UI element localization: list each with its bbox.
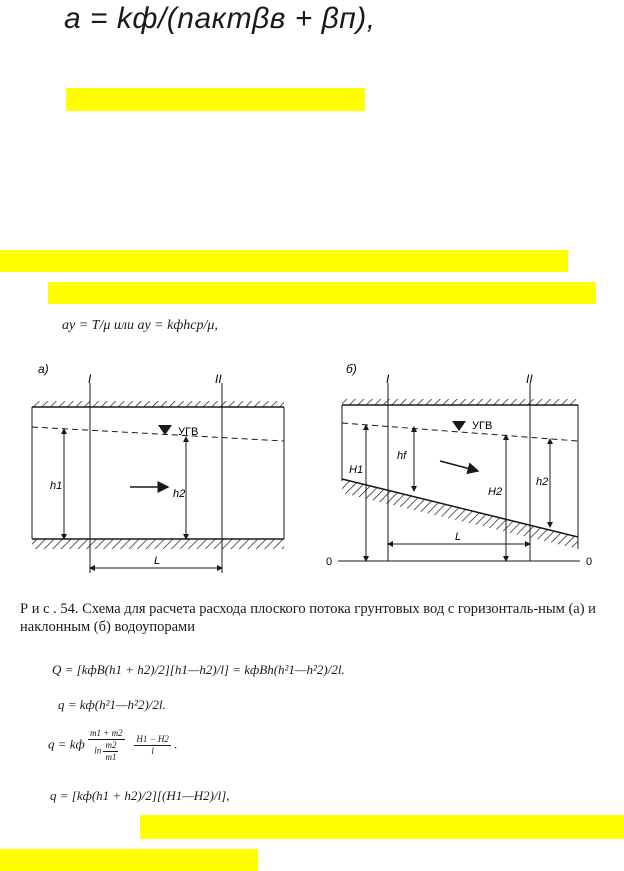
panel-a: [32, 362, 284, 573]
svg-text:0: 0: [586, 556, 593, 568]
svg-text:УГВ: УГВ: [178, 426, 199, 438]
svg-text:H1: H1: [349, 464, 364, 476]
equation-log-flow: q = kф m1 + m2 ln $\frac{m2}{m1}$ $\frac{H1 - H2}{l}$ .: [48, 728, 178, 762]
panel-a-aquiclude: [32, 539, 284, 549]
svg-text:II: II: [215, 372, 222, 386]
svg-text:H2: H2: [488, 486, 503, 498]
panel-b-label: б): [346, 362, 357, 376]
svg-text:h2: h2: [536, 476, 549, 488]
panel-b-flow-arrow: [440, 461, 478, 471]
formula-level-conductivity: aу = T/μ или aу = kфhср/μ,: [62, 318, 218, 333]
svg-text:h2: h2: [173, 488, 186, 500]
svg-text:h1: h1: [50, 480, 63, 492]
svg-text:II: II: [526, 372, 533, 386]
svg-text:УГВ: УГВ: [472, 420, 493, 432]
svg-text:I: I: [386, 372, 390, 386]
svg-text:I: I: [88, 372, 92, 386]
equation-total-flow: Q = [kфB(h1 + h2)/2][h1—h2)/l] = kфBh(h²1—h²2)/2l.: [52, 662, 345, 677]
panel-b-water-level-icon: [452, 421, 466, 431]
panel-b: [326, 362, 592, 568]
equation-unit-flow: q = kф(h²1—h²2)/2l.: [58, 697, 166, 712]
svg-text:L: L: [455, 531, 462, 543]
svg-text:L: L: [154, 555, 161, 567]
panel-a-ground-hatch: [32, 401, 284, 407]
panel-b-ground-hatch: [342, 399, 578, 405]
panel-a-label: а): [38, 362, 49, 376]
highlight-block-2: [0, 250, 568, 272]
groundwater-flow-diagram: [0, 355, 624, 575]
svg-text:0: 0: [326, 556, 333, 568]
formula-filtration-coefficient: a = kф/(nактβв + βп),: [64, 2, 376, 35]
highlight-block-1: [66, 88, 365, 111]
equation-final-flow: q = [kф(h1 + h2)/2][(H1—H2)/l],: [50, 788, 230, 803]
svg-text:hf: hf: [397, 450, 407, 462]
highlight-block-3: [48, 282, 596, 304]
panel-a-water-level-icon: [158, 425, 172, 435]
panel-a-water-table: [32, 427, 284, 441]
highlight-block-4: [140, 815, 624, 839]
highlight-block-5: [0, 849, 258, 871]
figure-caption: Р и с . 54. Схема для расчета расхода плоского потока грунтовых вод с горизонталь-ным (а) и наклонным (б) водоупорами: [20, 601, 596, 635]
